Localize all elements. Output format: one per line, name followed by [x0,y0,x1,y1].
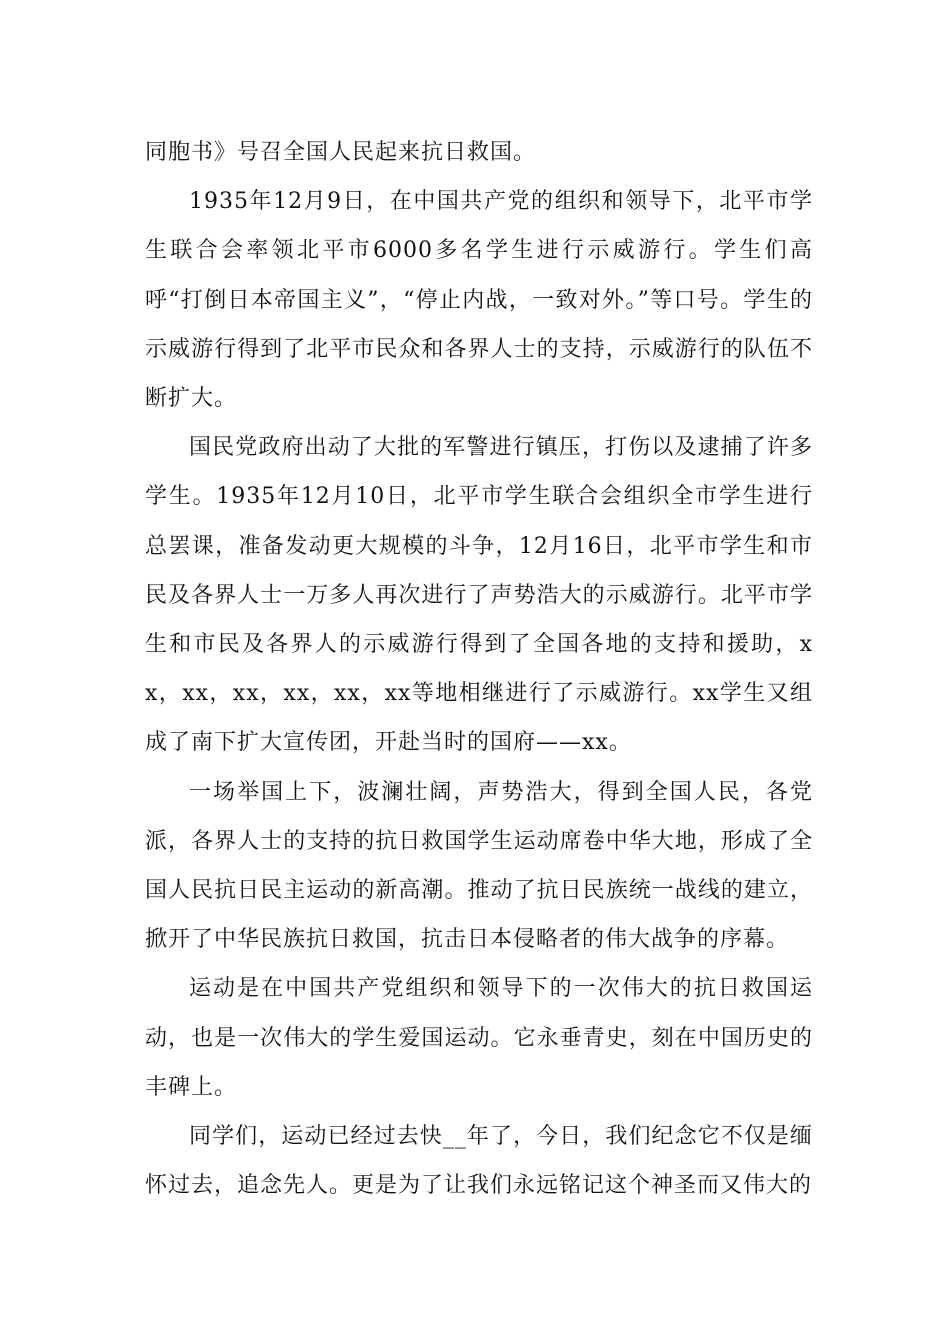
paragraph-commemoration: 同学们，运动已经过去快__年了，今日，我们纪念它不仅是缅怀过去，追念先人。更是为了让我们永远铭记这个神圣而又伟大的 [145,1124,813,1199]
document-body [145,128,813,1210]
paragraph-continuation: 同胞书》号召全国人民起来抗日救国。 [145,140,537,165]
paragraph-significance: 运动是在中国共产党组织和领导下的一次伟大的抗日救国运动，也是一次伟大的学生爱国运动。它永垂青史，刻在中国历史的丰碑上。 [145,976,813,1100]
paragraph-suppression: 国民党政府出动了大批的军警进行镇压，打伤以及逮捕了许多学生。1935年12月10日，北平市学生联合会组织全市学生进行总罢课，准备发动更大规模的斗争，12月16日，北平市学生和市民及各界人士一万多人再次进行了声势浩大的示威游行。北平市学生和市民及各界人的示威游行得到了全国各地的支持和援助，xx，xx，xx，xx，xx，xx等地相继进行了示威游行。xx学生又组成了南下扩大宣传团，开赴当时的国府——xx。 [145,435,813,756]
paragraph-december-9: 1935年12月9日，在中国共产党的组织和领导下，北平市学生联合会率领北平市6000多名学生进行示威游行。学生们高呼“打倒日本帝国主义”，“停止内战，一致对外。”等口号。学生的示威游行得到了北平市民众和各界人士的支持，示威游行的队伍不断扩大。 [145,189,813,412]
paragraph-movement-impact: 一场举国上下，波澜壮阔，声势浩大，得到全国人民，各党派，各界人士的支持的抗日救国学生运动席卷中华大地，形成了全国人民抗日民主运动的新高潮。推动了抗日民族统一战线的建立，掀开了中华民族抗日救国，抗击日本侵略者的伟大战争的序幕。 [145,779,813,953]
